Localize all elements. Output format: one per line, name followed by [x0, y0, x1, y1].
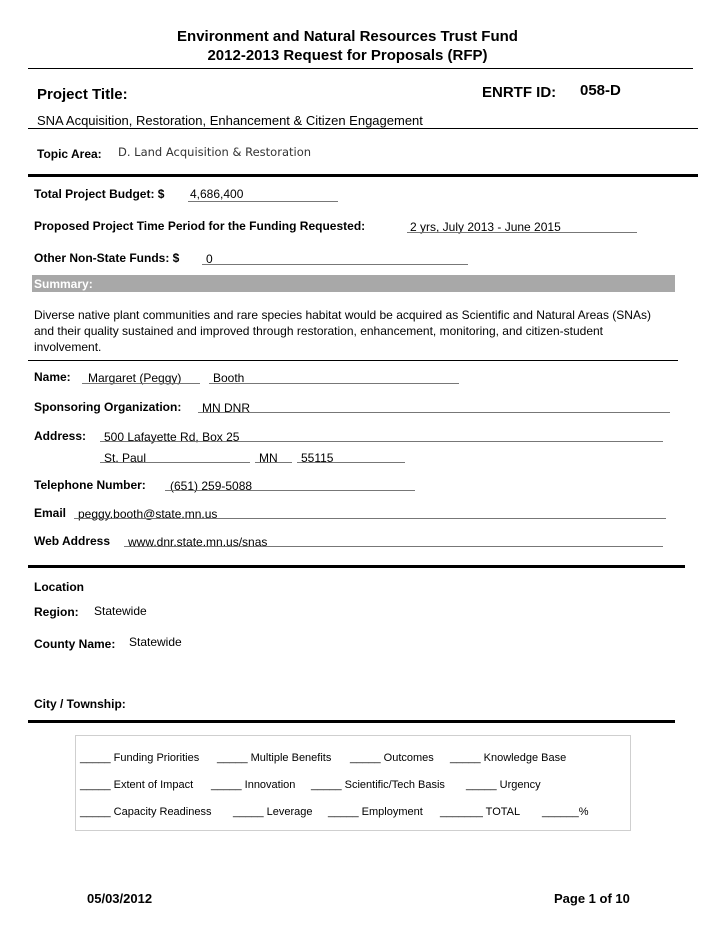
summary-text: Diverse native plant communities and rare species habitat would be acquired as Scientific and Natural Areas (SNAs) and their quality sustained and improved through restoration, enhancement, monitoring, and citizen-student involvement.	[34, 308, 651, 354]
state-line	[255, 462, 292, 463]
score-funding-priorities: _____ Funding Priorities	[80, 752, 200, 764]
time-period-value: 2 yrs, July 2013 - June 2015	[410, 220, 561, 234]
score-urgency: _____ Urgency	[466, 779, 541, 791]
county-label: County Name:	[34, 637, 116, 651]
time-period-label: Proposed Project Time Period for the Funding Requested:	[34, 219, 366, 233]
location-rule	[28, 720, 675, 723]
footer-page-number: Page 1 of 10	[554, 891, 630, 906]
project-title-label: Project Title:	[37, 86, 128, 103]
city-value: St. Paul	[104, 451, 147, 465]
zip-line	[297, 462, 405, 463]
topic-area-value: D. Land Acquisition & Restoration	[118, 145, 312, 159]
web-address-label: Web Address	[34, 534, 111, 548]
score-percent: ______%	[542, 806, 589, 818]
enrtf-id-value: 058-D	[580, 82, 621, 99]
web-address-line	[124, 546, 663, 547]
email-line	[74, 518, 666, 519]
email-label: Email	[34, 506, 67, 520]
other-funds-value: 0	[206, 252, 213, 266]
score-knowledge-base: _____ Knowledge Base	[450, 752, 567, 764]
time-period-line	[407, 232, 637, 233]
score-outcomes: _____ Outcomes	[350, 752, 434, 764]
region-value: Statewide	[94, 604, 147, 618]
topic-rule	[28, 174, 698, 177]
region-label: Region:	[34, 605, 79, 619]
score-leverage: _____ Leverage	[233, 806, 313, 818]
last-name-value: Booth	[213, 371, 245, 385]
score-innovation: _____ Innovation	[211, 779, 296, 791]
last-name-line	[209, 383, 459, 384]
summary-rule	[28, 360, 678, 361]
city-line	[100, 462, 250, 463]
total-budget-value: 4,686,400	[190, 187, 244, 201]
summary-bar	[32, 275, 675, 292]
state-value: MN	[259, 451, 278, 465]
organization-label: Sponsoring Organization:	[34, 400, 182, 414]
score-employment: _____ Employment	[328, 806, 423, 818]
street-line	[100, 441, 663, 442]
summary-label: Summary:	[34, 277, 93, 291]
score-scientific-tech-basis: _____ Scientific/Tech Basis	[311, 779, 445, 791]
first-name-line	[82, 383, 200, 384]
footer-date: 05/03/2012	[87, 891, 153, 906]
score-extent-of-impact: _____ Extent of Impact	[80, 779, 194, 791]
score-multiple-benefits: _____ Multiple Benefits	[217, 752, 332, 764]
zip-value: 55115	[301, 451, 334, 465]
enrtf-id-label: ENRTF ID:	[482, 84, 557, 101]
document-title: Environment and Natural Resources Trust Fund	[177, 28, 518, 45]
telephone-label: Telephone Number:	[34, 478, 146, 492]
score-capacity-readiness: _____ Capacity Readiness	[80, 806, 212, 818]
organization-value: MN DNR	[202, 401, 250, 415]
contact-rule	[28, 565, 685, 568]
project-title-value: SNA Acquisition, Restoration, Enhancement & Citizen Engagement	[37, 113, 423, 128]
telephone-value: (651) 259-5088	[170, 479, 253, 493]
document-subtitle: 2012-2013 Request for Proposals (RFP)	[207, 47, 488, 64]
first-name-value: Margaret (Peggy)	[88, 371, 182, 385]
street-value: 500 Lafayette Rd, Box 25	[104, 430, 240, 444]
county-value: Statewide	[129, 635, 182, 649]
email-value[interactable]: peggy.booth@state.mn.us	[78, 507, 218, 521]
other-funds-label: Other Non-State Funds: $	[34, 251, 180, 265]
total-budget-line	[188, 201, 338, 202]
telephone-line	[165, 490, 415, 491]
topic-area-label: Topic Area:	[37, 147, 102, 161]
other-funds-line	[202, 264, 468, 265]
name-label: Name:	[34, 370, 71, 384]
title-rule	[28, 128, 698, 129]
header-rule	[28, 68, 693, 69]
city-township-label: City / Township:	[34, 697, 126, 711]
address-label: Address:	[34, 429, 87, 443]
total-budget-label: Total Project Budget: $	[34, 187, 165, 201]
location-heading: Location	[34, 580, 84, 594]
organization-line	[198, 412, 670, 413]
web-address-value[interactable]: www.dnr.state.mn.us/snas	[128, 535, 268, 549]
score-total: _______ TOTAL	[440, 806, 521, 818]
